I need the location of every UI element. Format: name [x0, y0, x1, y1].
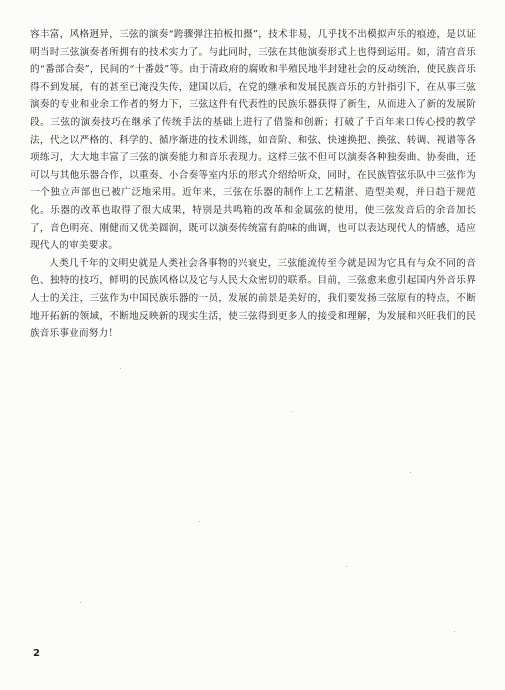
scan-speck [292, 411, 293, 412]
scan-speck [199, 521, 200, 522]
document-body [30, 26, 476, 343]
page-number: 2 [33, 648, 40, 659]
scan-speck [410, 472, 411, 473]
paragraph-1: 容丰富，风格迥异，三弦的演奏“跨骤弹注拍板扣摄”，技术非易，几乎找不出模拟声乐的痕迹，是以证明当时三弦演奏者所拥有的技术实力了。与此同时，三弦在其他演奏形式上也得到运用。如，清宫音乐的“番部合奏”，民间的“十番鼓”等。由于清政府的腐败和半殖民地半封建社会的反动统治，使民族音乐得不到发展，有的甚至已淹没失传，建国以后，在党的继承和发展民族音乐的方针指引下，在从事三弦演奏的专业和业余工作者的努力下，三弦这件有代表性的民族乐器获得了新生，从而进入了新的发展阶段。三弦的演奏技巧在继承了传统手法的基础上进行了借鉴和创新；打破了千百年来口传心授的教学法，代之以严格的、科学的、循序渐进的技术训练，如音阶、和弦、快速换把、换弦、转调、视谱等各项练习，大大地丰富了三弦的演奏能力和音乐表现力。这样三弦不但可以演奏各种独奏曲、协奏曲，还可以与其他乐器合作，以重奏、小合奏等室内乐的形式介绍给听众，同时，在民族管弦乐队中三弦作为一个独立声部也已被广泛地采用。近年来，三弦在乐器的制作上工艺精湛、造型美观，并日趋于规范化。乐器的改革也取得了很大成果，特别是共鸣箱的改革和金属弦的使用，使三弦发音后的余音加长了，音色明亮、刚健而又优美圆润，既可以演奏传统富有韵味的曲调，也可以表达现代人的情感，适应现代人的审美要求。 [30, 29, 476, 252]
scan-speck [346, 566, 347, 567]
scan-speck [120, 368, 121, 369]
scan-speck [80, 602, 81, 603]
paragraph-2: 人类几千年的文明史就是人类社会各事物的兴衰史，三弦能流传至今就是因为它具有与众不同的音色、独特的技巧，鲜明的民族风格以及它与人民大众密切的联系。目前，三弦愈来愈引起国内外音乐界人士的关注，三弦作为中国民族乐器的一员，发展的前景是美好的，我们要发扬三弦原有的特点，不断地开拓新的领域，不断地反映新的现实生活，使三弦得到更多人的接受和理解，为发展和兴旺我们的民族音乐事业而努力！ [30, 257, 476, 340]
scan-speck [454, 631, 455, 632]
